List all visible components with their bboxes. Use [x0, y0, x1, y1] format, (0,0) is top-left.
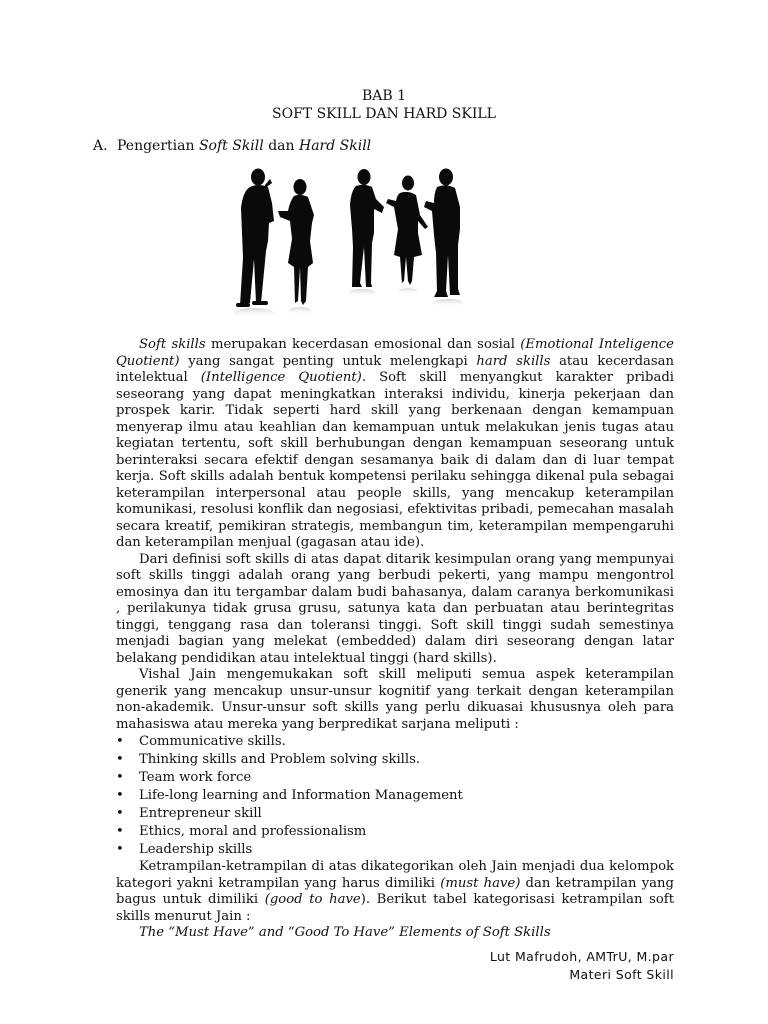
p1-iq: (Intelligence Quotient) — [200, 370, 362, 385]
p4-text-b: dan ketrampilan yang bagus untuk dimiliki — [116, 875, 674, 907]
section-term-hard-skill: Hard Skill — [298, 138, 372, 154]
list-item-text: Team work force — [139, 770, 252, 785]
list-item — [116, 733, 674, 751]
bullet-icon: • — [116, 842, 124, 857]
section-term-soft-skill: Soft Skill — [198, 138, 264, 154]
list-item — [116, 751, 674, 769]
list-item-text: Leadership skills — [139, 842, 253, 857]
p4-must-have: (must have) — [440, 875, 521, 891]
list-item — [116, 805, 674, 823]
paragraph-1 — [116, 337, 674, 552]
list-item-text: Ethics, moral and professionalism — [139, 824, 367, 839]
body-text — [116, 337, 674, 942]
p4-text-a: Ketrampilan-ketrampilan di atas dikategorikan oleh Jain menjadi dua kelompok kategori yakni ketrampilan yang harus dimiliki — [116, 859, 674, 891]
list-item — [116, 841, 674, 859]
chapter-number: BAB 1 — [361, 88, 407, 104]
p1-text-c: atau kecerdasan intelektual — [116, 353, 674, 385]
list-item-text: Life-long learning and Information Management — [139, 788, 463, 803]
list-item-text: Thinking skills and Problem solving skills. — [139, 752, 421, 767]
footer — [490, 948, 674, 984]
bullet-icon: • — [116, 770, 124, 785]
paragraph-3: Vishal Jain mengemukakan soft skill meliputi semua aspek keterampilan generik yang mencakup unsur-unsur kognitif yang terkait dengan keterampilan non-akademik. Unsur-unsur soft skills yang perlu dikuasai khususnya oleh para mahasiswa atau mereka yang berpredikat sarjana meliputi : — [116, 667, 674, 732]
p4-text-c: ). Berikut tabel kategorisasi ketrampilan soft skills menurut Jain : — [116, 892, 674, 924]
chapter-title: SOFT SKILL DAN HARD SKILL — [272, 106, 496, 122]
bullet-icon: • — [116, 788, 124, 803]
section-heading — [93, 138, 371, 154]
list-item-text: Communicative skills. — [139, 734, 286, 749]
author-name: Lut Mafrudoh, AMTrU, M.par — [489, 949, 674, 964]
list-item — [116, 769, 674, 787]
section-mid: dan — [263, 138, 299, 154]
section-prefix: Pengertian — [117, 138, 199, 154]
list-item — [116, 823, 674, 841]
paragraph-2: Dari definisi soft skills di atas dapat ditarik kesimpulan orang yang mempunyai soft skills tinggi adalah orang yang berbudi pekerti, yang mampu mengontrol emosinya dan itu tergambar dalam budi bahasanya, dalam caranya berkomunikasi , perilakunya tidak grusa grusu, satunya kata dan perbuatan atau berintegritas tinggi, tenggang rasa dan toleransi tinggi. Soft skill tinggi sudah semestinya menjadi bagian yang melekat (embedded) dalam diri seseorang dengan latar belakang pendidikan atau intelektual tinggi (hard skills). — [116, 551, 674, 666]
p1-text-d: . Soft skill menyangkut karakter pribadi seseorang yang dapat meningkatkan interaksi individu, kinerja pekerjaan dan prospek karir. Tidak seperti hard skill yang berkenaan dengan kemampuan menyerap ilmu atau keahlian dan kemampuan untuk melakukan jenis tugas atau kegiatan tertentu, soft skill berhubungan dengan kemampuan seseorang untuk berinteraksi secara efektif dengan sesamanya baik di dalam dan di luar tempat kerja. Soft skills adalah bentuk kompetensi perilaku sehingga dikenal pula sebagai keterampilan interpersonal atau people skills, yang mencakup keterampilan komunikasi, resolusi konflik dan negosiasi, efektivitas pribadi, pemecahan masalah secara kreatif, pemikiran strategis, membangun tim, keterampilan mempengaruhi dan keterampilan menjual (gagasan atau ide). — [116, 370, 674, 550]
p1-soft-skills: Soft skills — [139, 337, 206, 352]
section-number: A. — [93, 138, 108, 154]
p1-eiq: (Emotional Inteligence Quotient) — [116, 337, 674, 369]
silhouette-business-people-icon — [228, 163, 466, 325]
document-subject: Materi Soft Skill — [569, 967, 674, 982]
bullet-icon: • — [116, 806, 124, 821]
p1-text-a: merupakan kecerdasan emosional dan sosial — [205, 337, 521, 352]
p1-text-b: yang sangat penting untuk melengkapi — [179, 353, 477, 369]
list-item — [116, 787, 674, 805]
p1-hard-skills: hard skills — [476, 353, 551, 369]
p4-good-to-have: (good to have — [264, 892, 361, 907]
bullet-icon: • — [116, 734, 124, 749]
bullet-icon: • — [116, 752, 124, 767]
list-item-text: Entrepreneur skill — [139, 806, 262, 821]
bullet-icon: • — [116, 824, 124, 839]
paragraph-4 — [116, 859, 674, 925]
table-caption: The “Must Have” and “Good To Have” Elements of Soft Skills — [139, 925, 551, 940]
soft-skill-list — [116, 733, 674, 859]
